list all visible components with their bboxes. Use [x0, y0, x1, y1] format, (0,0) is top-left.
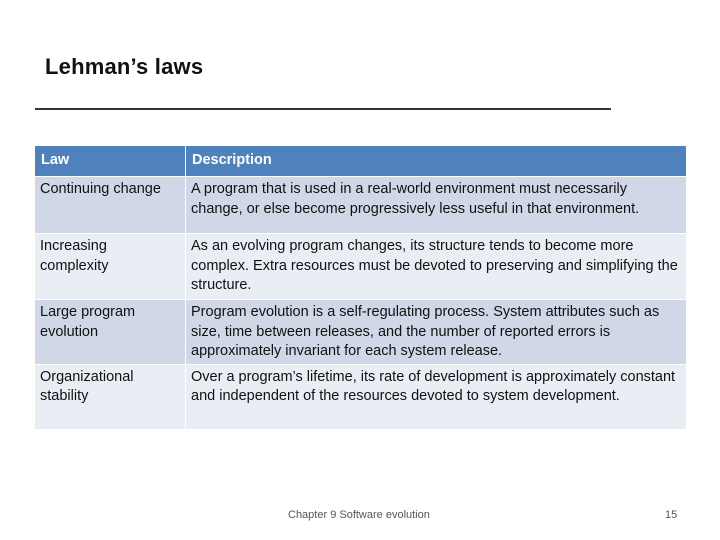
- table-header-row: [35, 146, 687, 177]
- footer-chapter: Chapter 9 Software evolution: [288, 509, 430, 521]
- column-header-law: Law: [35, 146, 186, 177]
- law-cell: Organizational stability: [35, 364, 186, 429]
- description-cell: A program that is used in a real-world environment must necessarily change, or else become progressively less useful in that environment.: [186, 177, 687, 234]
- slide-title: Lehman’s laws: [45, 54, 204, 79]
- law-cell: Increasing complexity: [35, 234, 186, 300]
- table-row: [35, 177, 687, 234]
- description-cell: Over a program’s lifetime, its rate of development is approximately constant and independent of the resources devoted to system development.: [186, 364, 687, 429]
- table-row: [35, 234, 687, 300]
- law-cell: Continuing change: [35, 177, 186, 234]
- page-number: 15: [665, 509, 678, 521]
- table-row: [35, 300, 687, 365]
- laws-table: [34, 145, 687, 430]
- law-cell: Large program evolution: [35, 300, 186, 365]
- column-header-description: Description: [186, 146, 687, 177]
- table-row: [35, 364, 687, 429]
- description-cell: As an evolving program changes, its structure tends to become more complex. Extra resources must be devoted to preserving and simplifying the structure.: [186, 234, 687, 300]
- description-cell: Program evolution is a self-regulating process. System attributes such as size, time between releases, and the number of reported errors is approximately invariant for each system release.: [186, 300, 687, 365]
- title-divider: [35, 108, 611, 110]
